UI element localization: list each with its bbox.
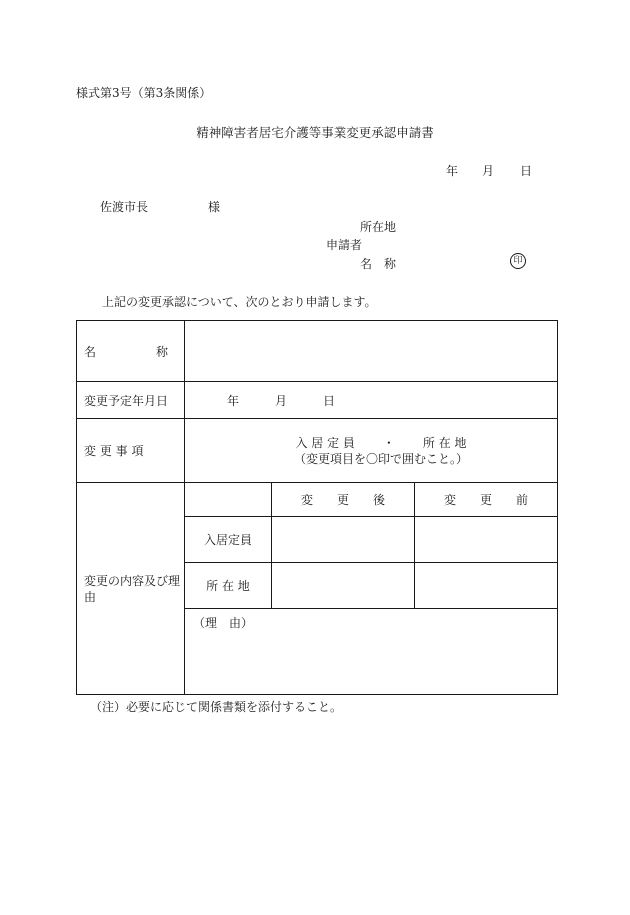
change-items-label: 変 更 事 項 [77, 419, 185, 483]
reason-label: （理 由） [193, 616, 254, 630]
date-year: 年 [446, 164, 459, 178]
addressee: 佐渡市長 様 [100, 200, 221, 214]
form-number: 様式第3号（第3条関係） [76, 86, 212, 100]
location-before-cell[interactable] [415, 563, 558, 609]
reason-cell[interactable] [185, 609, 558, 695]
scheduled-date-label: 変更予定年月日 [77, 382, 185, 419]
name-input-cell[interactable] [185, 321, 558, 382]
name-label: 名 称 [360, 257, 397, 271]
capacity-after-cell[interactable] [272, 517, 415, 563]
change-items-instruction: （変更項目を〇印で囲むこと。） [294, 451, 469, 466]
header-blank-cell [185, 483, 272, 517]
after-header: 変 更 後 [272, 483, 415, 517]
change-content-label: 変更の内容及び理由 [77, 483, 185, 695]
scheduled-year: 年 [227, 393, 240, 408]
document-title: 精神障害者居宅介護等事業変更承認申請書 [196, 125, 434, 140]
capacity-before-cell[interactable] [415, 517, 558, 563]
footnote: （注）必要に応じて関係書類を添付すること。 [90, 700, 343, 714]
scheduled-date-cell[interactable] [185, 382, 558, 419]
date-day: 日 [520, 164, 533, 178]
location-row-label: 所 在 地 [185, 563, 272, 609]
scheduled-month: 月 [275, 393, 288, 408]
change-items-cell[interactable] [185, 419, 558, 483]
application-date [446, 162, 532, 179]
option-capacity[interactable]: 入 居 定 員 [295, 435, 355, 450]
applicant-label: 申請者 [326, 238, 363, 252]
location-after-cell[interactable] [272, 563, 415, 609]
capacity-row-label: 入居定員 [185, 517, 272, 563]
change-items-options [205, 435, 557, 451]
seal-mark: 印 [510, 253, 526, 269]
scheduled-day: 日 [323, 393, 336, 408]
application-table [76, 320, 558, 695]
before-header: 変 更 前 [415, 483, 558, 517]
name-row-label: 名 称 [77, 321, 185, 382]
intro-text: 上記の変更承認について、次のとおり申請します。 [102, 295, 377, 309]
option-separator: ・ [382, 435, 395, 450]
address-label: 所在地 [360, 220, 397, 234]
date-month: 月 [482, 164, 495, 178]
option-location[interactable]: 所 在 地 [422, 435, 467, 450]
